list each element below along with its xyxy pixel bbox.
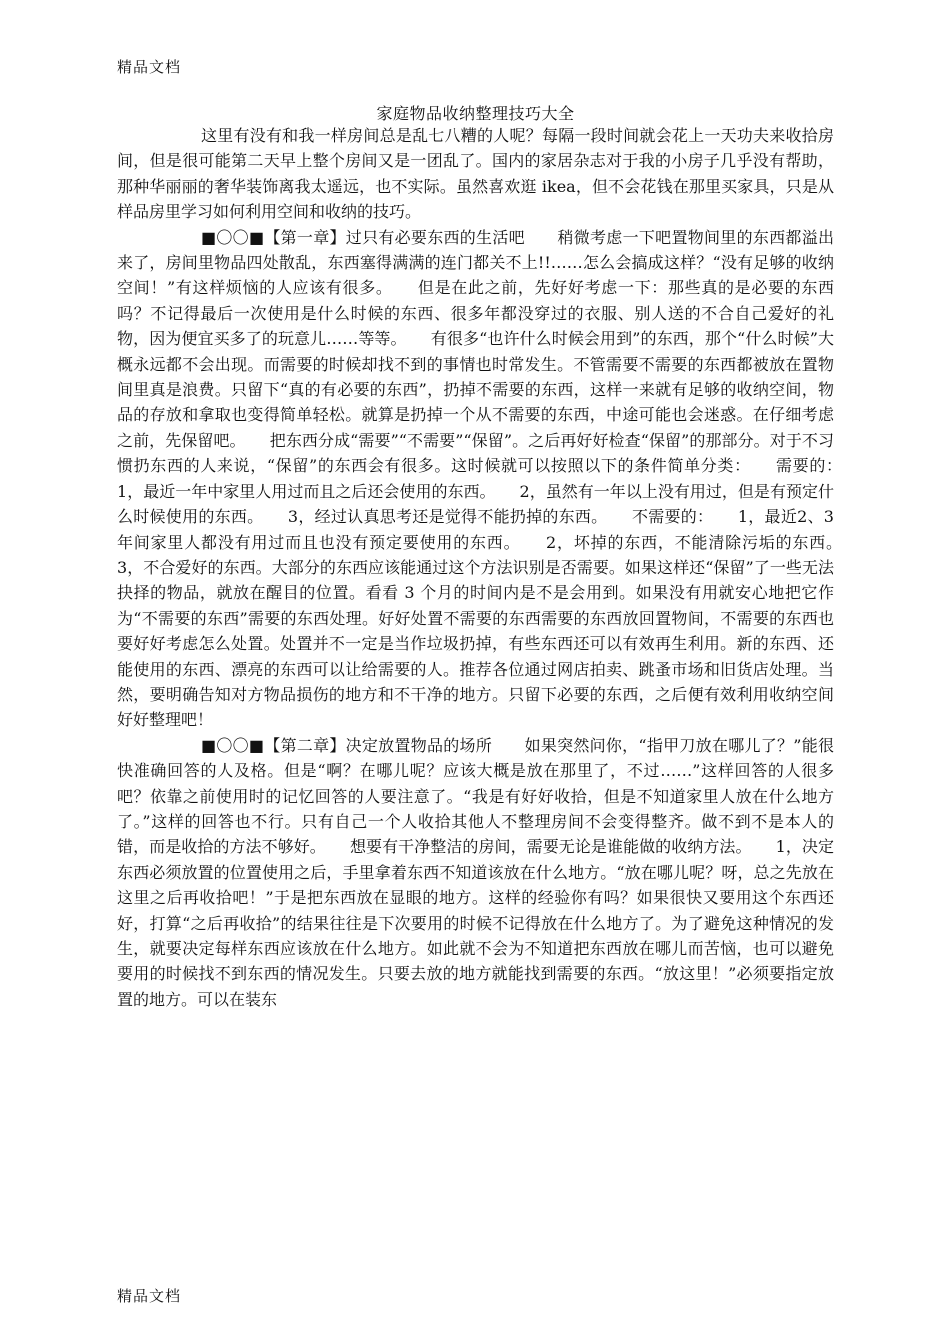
paragraph-chapter-1: ■〇〇■【第一章】过只有必要东西的生活吧 稍微考虑一下吧置物间里的东西都溢出来了，房间里物品四处散乱，东西塞得满满的连门都关不上!!……怎么会搞成这样？“没有足够的收纳空间！”有这样烦恼的人应该有很多。 但是在此之前，先好好考虑一下：那些真的是必要的东西吗？不记得最后一次使用是什么时候的东西、很多年都没穿过的衣服、别人送的不合自己爱好的礼物，因为便宜买多了的玩意儿……等等。 有很多“也许什么时候会用到”的东西，那个“什么时候”大概永远都不会出现。而需要的时候却找不到的事情也时常发生。不管需要不需要的东西都被放在置物间里真是浪费。只留下“真的有必要的东西”，扔掉不需要的东西，这样一来就有足够的收纳空间，物品的存放和拿取也变得简单轻松。就算是扔掉一个从不需要的东西，中途可能也会迷惑。在仔细考虑之前，先保留吧。 把东西分成“需要”“不需要”“保留”。之后再好好检查“保留”的那部分。对于不习惯扔东西的人来说，“保留”的东西会有很多。这时候就可以按照以下的条件简单分类： 需要的： 1，最近一年中家里人用过而且之后还会使用的东西。 2，虽然有一年以上没有用过，但是有预定什么时候使用的东西。 3，经过认真思考还是觉得不能扔掉的东西。 不需要的： 1，最近2、3年间家里人都没有用过而且也没有预定要使用的东西。 2，坏掉的东西，不能清除污垢的东西。 3，不合爱好的东西。大部分的东西应该能通过这个方法识别是否需要。如果这样还“保留”了一些无法抉择的物品，就放在醒目的位置。看看 3 个月的时间内是不是会用到。如果没有用就安心地把它作为“不需要的东西”需要的东西处理。好好处置不需要的东西需要的东西放回置物间，不需要的东西也要好好考虑怎么处置。处置并不一定是当作垃圾扔掉，有些东西还可以有效再生利用。新的东西、还能使用的东西、漂亮的东西可以让给需要的人。推荐各位通过网店拍卖、跳蚤市场和旧货店处理。当然，要明确告知对方物品损伤的地方和不干净的地方。只留下必要的东西，之后便有效利用收纳空间好好整理吧！ (117, 227, 867, 730)
paragraph-chapter-2: ■〇〇■【第二章】决定放置物品的场所 如果突然问你，“指甲刀放在哪儿了？”能很快准确回答的人及格。但是“啊？在哪儿呢？应该大概是放在那里了，不过……”这样回答的人很多吧？依靠之前使用时的记忆回答的人要注意了。“我是有好好收拾，但是不知道家里人放在什么地方了。”这样的回答也不行。只有自己一个人收拾其他人不整理房间不会变得整齐。做不到不是本人的错，而是收拾的方法不够好。 想要有干净整洁的房间，需要无论是谁能做的收纳方法。 1，决定东西必须放置的位置使用之后，手里拿着东西不知道该放在什么地方。“放在哪儿呢？呀，总之先放在这里之后再收拾吧！”于是把东西放在显眼的地方。这样的经验你有吗？如果很快又要用这个东西还好，打算“之后再收拾”的结果往往是下次要用的时候不记得放在什么地方了。为了避免这种情况的发生，就要决定每样东西应该放在什么地方。如此就不会为不知道把东西放在哪儿而苦恼，也可以避免要用的时候找不到东西的情况发生。只要去放的地方就能找到需要的东西。“放这里！”必须要指定放置的地方。可以在装东 (117, 735, 834, 1009)
document-body (117, 123, 867, 1213)
paragraph-intro: 这里有没有和我一样房间总是乱七八糟的人呢？每隔一段时间就会花上一天功夫来收拾房间，但是很可能第二天早上整个房间又是一团乱了。国内的家居杂志对于我的小房子几乎没有帮助，那种华丽丽的奢华装饰离我太遥远，也不实际。虽然喜欢逛 ikea，但不会花钱在那里买家具，只是从样品房里学习如何利用空间和收纳的技巧。 (117, 126, 834, 222)
page-footer: 精品文档 (117, 1287, 182, 1305)
page-header: 精品文档 (117, 58, 182, 76)
document-title: 家庭物品收纳整理技巧大全 (376, 104, 575, 123)
